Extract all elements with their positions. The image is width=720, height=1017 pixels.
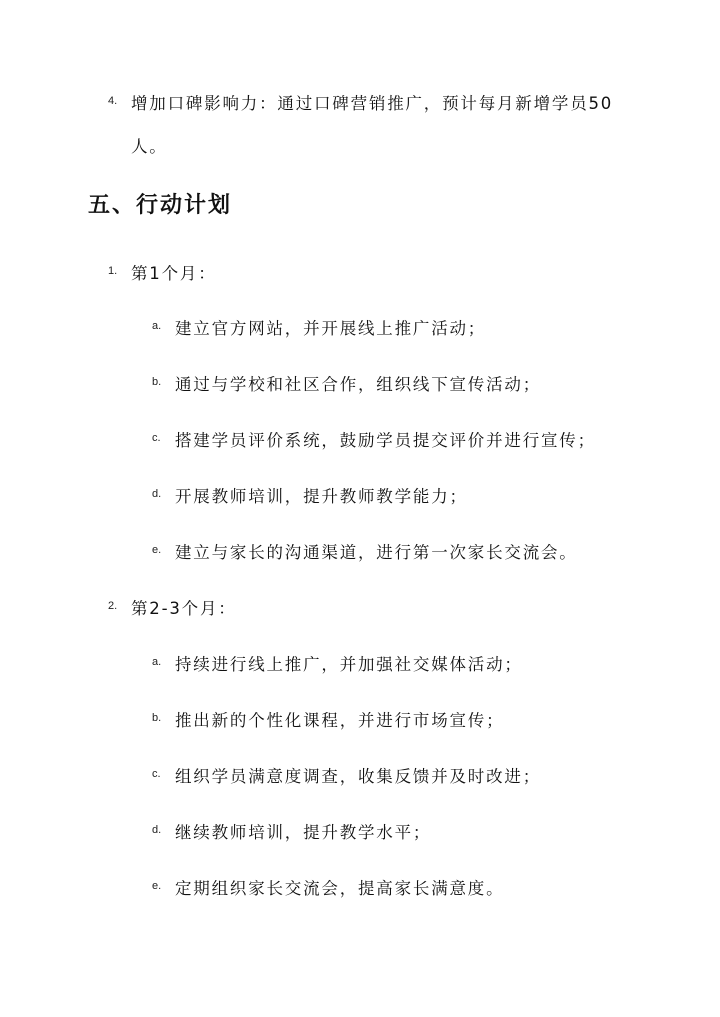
list-marker-1: 1. (108, 265, 118, 277)
sub-marker-2a: a. (152, 656, 162, 668)
sub-marker-2b: b. (152, 712, 162, 724)
sub-item-1a: 建立官方网站，并开展线上推广活动； (175, 319, 487, 338)
sub-marker-2e: e. (152, 880, 162, 892)
list-item-4-line-1: 增加口碑影响力：通过口碑营销推广，预计每月新增学员50 (131, 94, 614, 113)
sub-marker-2c: c. (152, 768, 161, 780)
sub-item-1e: 建立与家长的沟通渠道，进行第一次家长交流会。 (175, 543, 578, 562)
list-marker-2: 2. (108, 600, 118, 612)
sub-item-2b: 推出新的个性化课程，并进行市场宣传； (175, 711, 505, 730)
list-item-1-label: 第1个月： (131, 264, 217, 283)
list-item-2-label: 第2-3个月： (131, 599, 237, 618)
section-heading: 五、行动计划 (88, 193, 233, 218)
sub-item-2d: 继续教师培训，提升教学水平； (175, 823, 432, 842)
sub-item-2e: 定期组织家长交流会，提高家长满意度。 (175, 879, 505, 898)
list-item-4-line-2: 人。 (131, 137, 168, 156)
sub-item-2a: 持续进行线上推广，并加强社交媒体活动； (175, 655, 523, 674)
sub-marker-1d: d. (152, 488, 162, 500)
sub-item-1c: 搭建学员评价系统，鼓励学员提交评价并进行宣传； (175, 431, 596, 450)
list-marker-4: 4. (108, 95, 118, 107)
sub-marker-1b: b. (152, 376, 162, 388)
sub-marker-1c: c. (152, 432, 161, 444)
sub-item-2c: 组织学员满意度调查，收集反馈并及时改进； (175, 767, 541, 786)
sub-marker-1a: a. (152, 320, 162, 332)
sub-item-1b: 通过与学校和社区合作，组织线下宣传活动； (175, 375, 541, 394)
sub-item-1d: 开展教师培训，提升教师教学能力； (175, 487, 468, 506)
sub-marker-2d: d. (152, 824, 162, 836)
sub-marker-1e: e. (152, 544, 162, 556)
